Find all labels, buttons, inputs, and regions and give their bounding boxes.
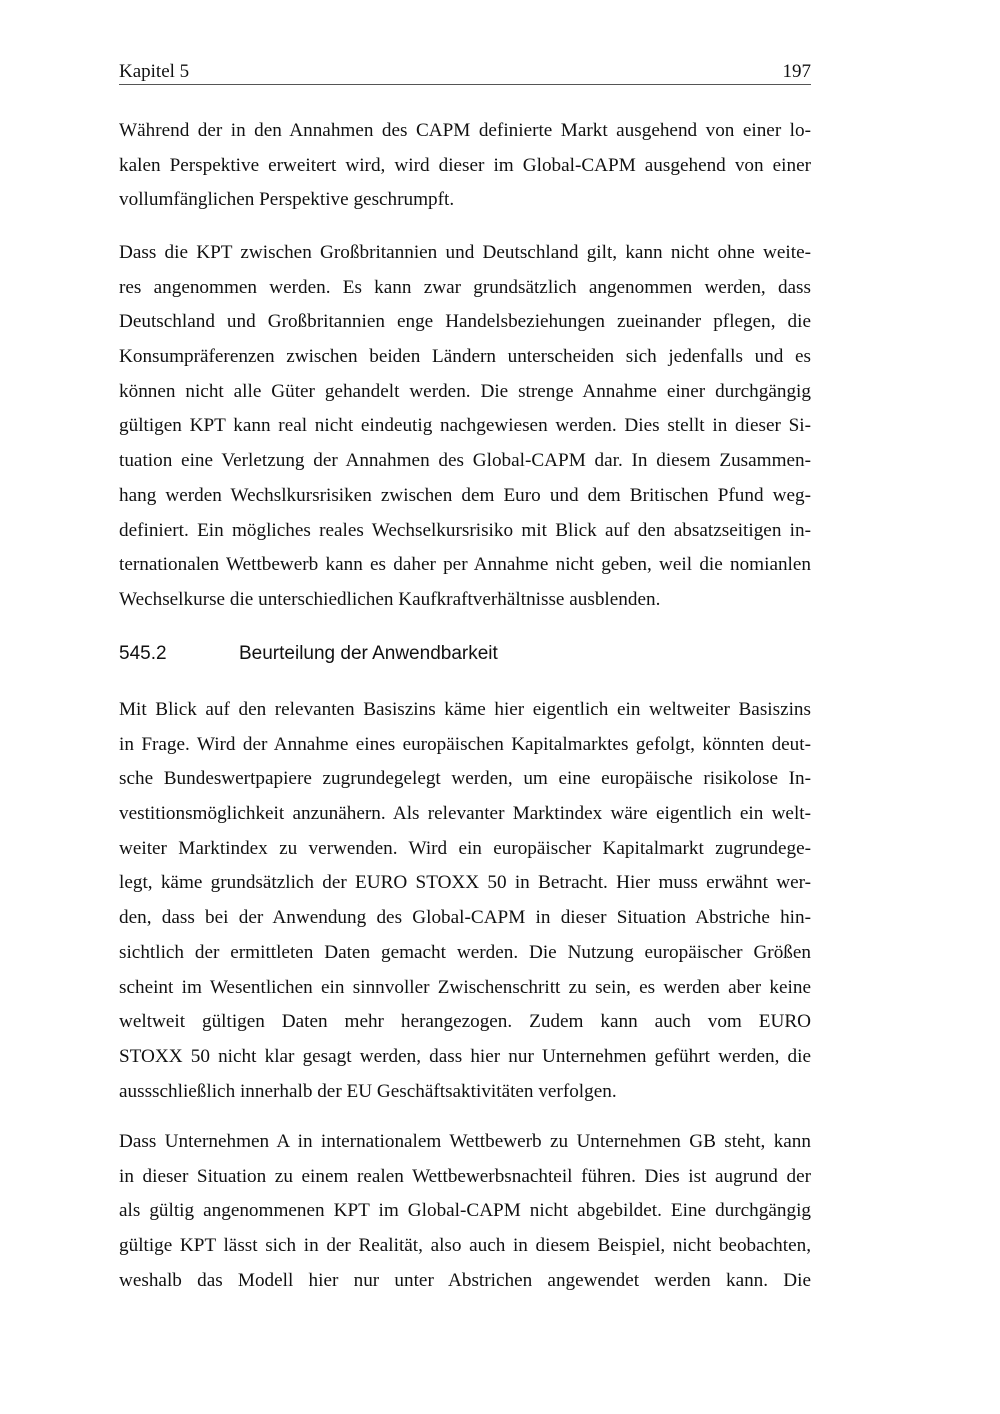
section-number: 545.2 (119, 643, 167, 664)
text-line: als gültig angenommenen KPT im Global-CAPM nicht abgebildet. Eine durchgängig (119, 1200, 811, 1222)
text-line: weiter Marktindex zu verwenden. Wird ein europäischer Kapitalmarkt zugrundege- (119, 837, 811, 859)
chapter-label: Kapitel 5 (119, 61, 190, 82)
text-line: Mit Blick auf den relevanten Basiszins käme hier eigentlich ein weltweiter Basiszins (119, 699, 811, 720)
paragraph-3 (119, 693, 811, 1109)
text-line: sichtlich der ermittleten Daten gemacht werden. Die Nutzung europäischer Größen (119, 941, 811, 963)
paragraph-4 (119, 1125, 811, 1298)
text-line: gültigen KPT kann real nicht eindeutig nachgewiesen werden. Dies stellt in dieser Si- (119, 415, 811, 437)
text-line: STOXX 50 nicht klar gesagt werden, dass hier nur Unternehmen geführt werden, die (119, 1045, 811, 1067)
text-line: vestitionsmöglichkeit anzunähern. Als relevanter Marktindex wäre eigentlich ein welt- (119, 803, 811, 825)
text-line: Dass die KPT zwischen Großbritannien und Deutschland gilt, kann nicht ohne weite- (119, 242, 811, 263)
running-head (119, 60, 811, 85)
page-number: 197 (782, 61, 811, 82)
text-line: kalen Perspektive erweitert wird, wird dieser im Global-CAPM ausgehend von einer (119, 154, 811, 176)
text-line: res angenommen werden. Es kann zwar grundsätzlich angenommen werden, dass (119, 276, 811, 298)
text-line: in dieser Situation zu einem realen Wettbewerbsnachteil führen. Dies ist augrund der (119, 1165, 811, 1187)
text-line: Wechselkurse die unterschiedlichen Kaufkraftverhältnisse ausblenden. (119, 588, 661, 610)
section-title: Beurteilung der Anwendbarkeit (239, 643, 498, 664)
text-line: Deutschland und Großbritannien enge Handelsbeziehungen zueinander pflegen, die (119, 311, 811, 333)
text-line: scheint im Wesentlichen ein sinnvoller Zwischenschritt zu sein, es werden aber keine (119, 976, 811, 998)
text-line: gültige KPT lässt sich in der Realität, also auch in diesem Beispiel, nicht beobachten, (119, 1235, 811, 1257)
text-line: definiert. Ein mögliches reales Wechselkursrisiko mit Blick auf den absatzseitigen in- (119, 519, 811, 541)
text-line: sche Bundeswertpapiere zugrundegelegt werden, um eine europäische risikolose In- (119, 768, 811, 790)
text-line: weltweit gültigen Daten mehr herangezogen. Zudem kann auch vom EURO (119, 1011, 811, 1033)
text-line: können nicht alle Güter gehandelt werden. Die strenge Annahme einer durchgängig (119, 380, 811, 402)
text-line: weshalb das Modell hier nur unter Abstrichen angewendet werden kann. Die (119, 1269, 811, 1291)
text-line: vollumfänglichen Perspektive geschrumpft. (119, 189, 455, 211)
text-line: legt, käme grundsätzlich der EURO STOXX 50 in Betracht. Hier muss erwähnt wer- (119, 872, 811, 894)
text-line: tuation eine Verletzung der Annahmen des Global-CAPM dar. In diesem Zusammen- (119, 450, 811, 472)
text-line: hang werden Wechslkursrisiken zwischen dem Euro und dem Britischen Pfund weg- (119, 484, 811, 506)
text-line: ternationalen Wettbewerb kann es daher per Annahme nicht geben, weil die nomianlen (119, 554, 811, 576)
text-line: in Frage. Wird der Annahme eines europäischen Kapitalmarktes gefolgt, könnten deut- (119, 733, 811, 755)
text-line: Während der in den Annahmen des CAPM definierte Markt ausgehend von einer lo- (119, 120, 811, 141)
paragraph-1 (119, 114, 811, 218)
paragraph-2 (119, 236, 811, 618)
text-line: den, dass bei der Anwendung des Global-CAPM in dieser Situation Abstriche hin- (119, 907, 811, 929)
text-line: Konsumpräferenzen zwischen beiden Ländern unterscheiden sich jedenfalls und es (119, 346, 811, 368)
text-line: Dass Unternehmen A in internationalem Wettbewerb zu Unternehmen GB steht, kann (119, 1131, 811, 1152)
text-line: aussschließlich innerhalb der EU Geschäftsaktivitäten verfolgen. (119, 1080, 617, 1102)
